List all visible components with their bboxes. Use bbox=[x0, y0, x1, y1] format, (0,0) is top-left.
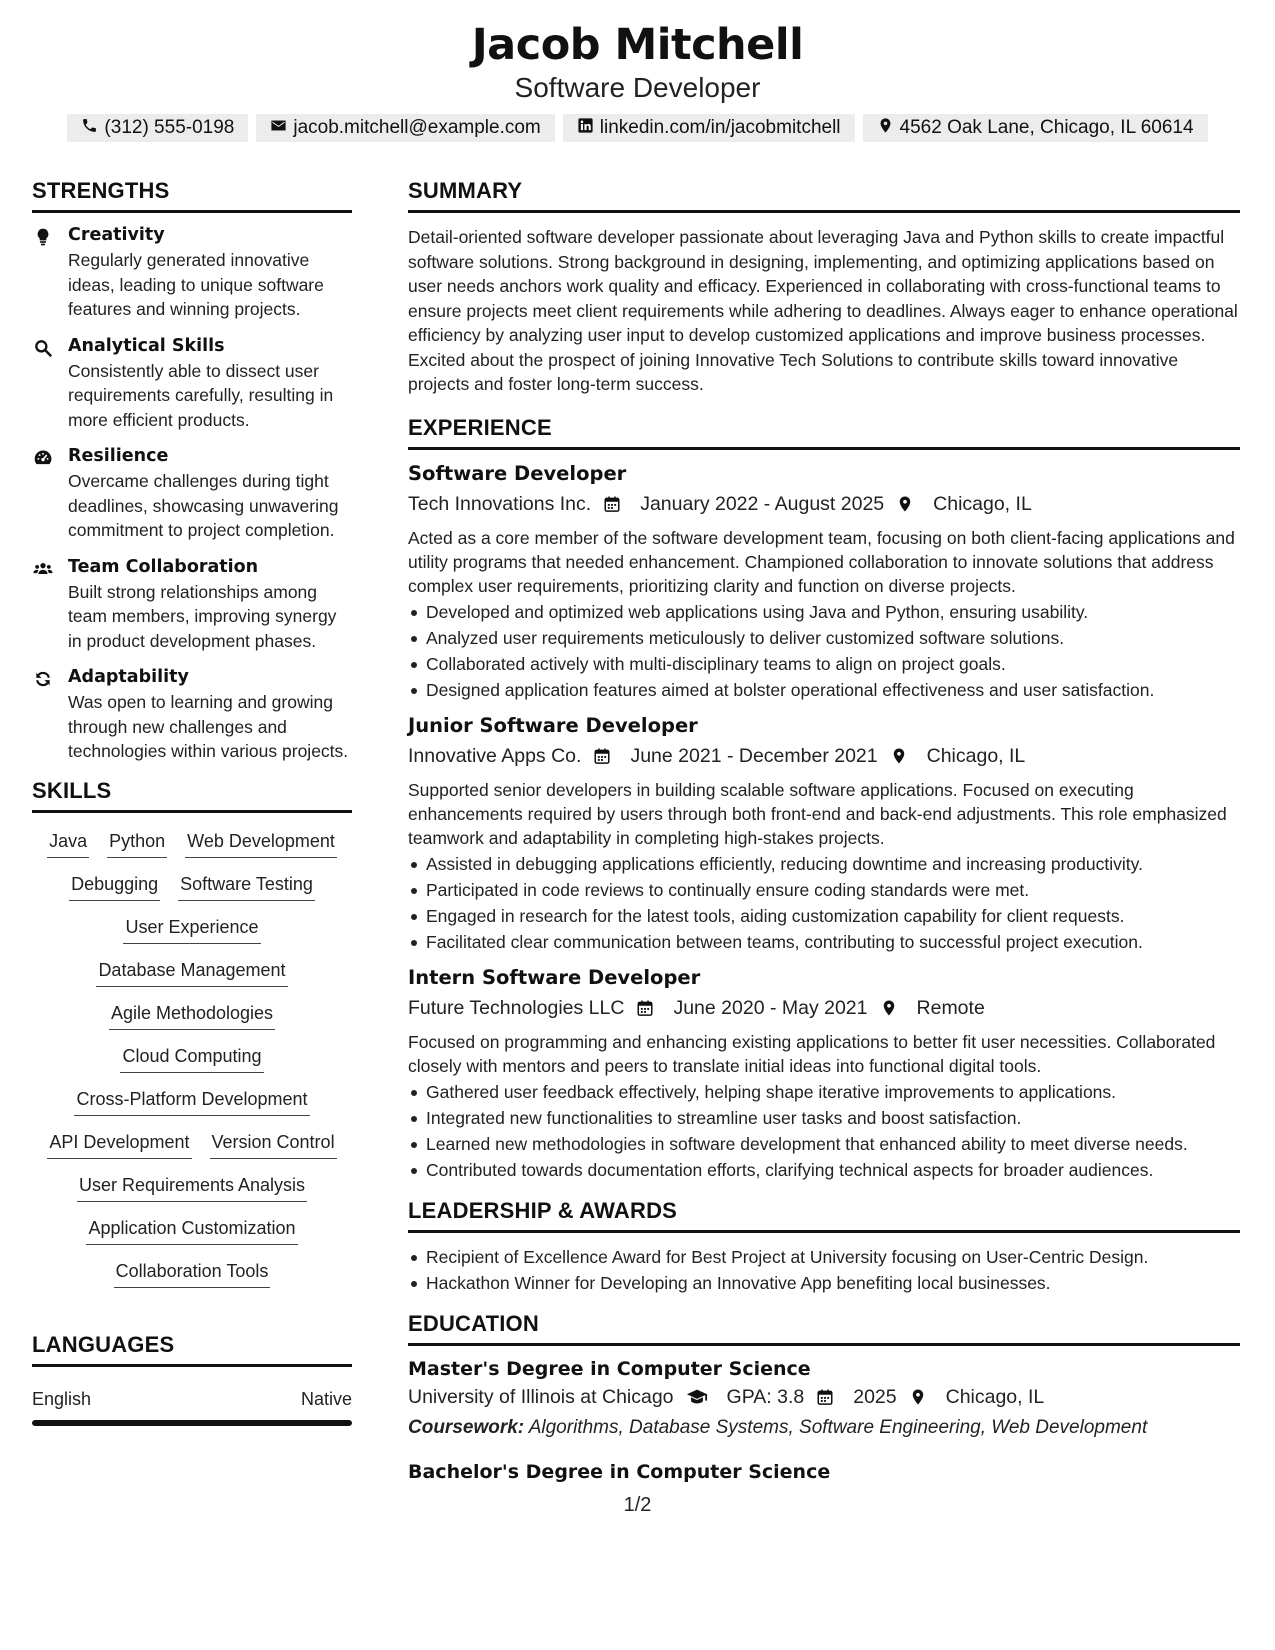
strength-item bbox=[32, 336, 352, 433]
job-location: Chicago, IL bbox=[926, 744, 1026, 767]
strength-title: Resilience bbox=[68, 446, 169, 466]
job-company: Innovative Apps Co. bbox=[408, 744, 582, 767]
language-level: Native bbox=[300, 1388, 352, 1409]
coursework-list: Algorithms, Database Systems, Software Engineering, Web Development bbox=[528, 1416, 1148, 1438]
job-title: Software Developer bbox=[408, 461, 627, 485]
job-entry bbox=[408, 714, 1240, 954]
awards-list bbox=[408, 1245, 1240, 1295]
skill-tag: Application Customization bbox=[86, 1218, 297, 1245]
strength-title: Creativity bbox=[68, 225, 165, 245]
contact-email[interactable] bbox=[256, 114, 554, 142]
degree-title: Bachelor's Degree in Computer Science bbox=[408, 1460, 831, 1483]
school-name: University of Illinois at Chicago bbox=[408, 1385, 674, 1408]
map-pin-icon bbox=[890, 747, 917, 765]
graduation-cap-icon bbox=[686, 1386, 717, 1408]
job-meta bbox=[408, 997, 1240, 1020]
job-dates: June 2021 - December 2021 bbox=[630, 744, 878, 767]
map-pin-icon bbox=[896, 495, 923, 513]
map-pin-icon bbox=[880, 999, 907, 1017]
skill-tag: Cloud Computing bbox=[120, 1046, 263, 1073]
contact-phone[interactable] bbox=[67, 114, 248, 142]
summary-text: Detail-oriented software developer passionate about leveraging Java and Python skills to create impactful software solutions. Strong background in designing, implementing, and optimizing applications based on user needs anchors work quality and efficacy. Experienced in collaborating with cross-functional teams to ensure projects meet client requirements while adhering to deadlines. Always eager to enhance operational efficiency by analyzing user input to develop customized applications and improve business processes. Excited about the prospect of joining Innovative Tech Solutions to contribute skills toward innovative projects and foster long-term success. bbox=[408, 227, 1238, 394]
list-item: Contributed towards documentation efforts, clarifying technical aspects for broader audiences. bbox=[408, 1158, 1240, 1182]
language-name: English bbox=[32, 1388, 92, 1409]
skill-tag: Database Management bbox=[96, 960, 287, 987]
language-row bbox=[32, 1389, 352, 1410]
magnifier-icon bbox=[32, 338, 54, 360]
job-location: Chicago, IL bbox=[933, 492, 1032, 515]
contact-email-text: jacob.mitchell@example.com bbox=[293, 117, 541, 138]
map-pin-icon bbox=[909, 1388, 936, 1406]
list-item: Hackathon Winner for Developing an Innovative App benefiting local businesses. bbox=[408, 1271, 1240, 1295]
lightbulb-icon bbox=[32, 227, 54, 249]
languages-heading: LANGUAGES bbox=[32, 1332, 352, 1367]
job-description: Supported senior developers in building scalable software applications. Focused on executing enhancements required by users through both front-end and back-end adjustments. This role emphasized teamwork and adaptability in completing high-stakes projects. bbox=[408, 779, 1227, 848]
linkedin-icon bbox=[577, 117, 594, 140]
contact-phone-text: (312) 555-0198 bbox=[104, 117, 235, 138]
skills-list bbox=[32, 825, 352, 1288]
job-meta bbox=[408, 745, 1240, 768]
users-icon bbox=[32, 559, 54, 581]
job-dates: January 2022 - August 2025 bbox=[640, 492, 885, 515]
education-heading: EDUCATION bbox=[408, 1311, 1240, 1346]
list-item: Recipient of Excellence Award for Best Project at University focusing on User-Centric Design. bbox=[408, 1245, 1240, 1269]
list-item: Analyzed user requirements meticulously to deliver customized software solutions. bbox=[408, 626, 1240, 650]
contact-address-text: 4562 Oak Lane, Chicago, IL 60614 bbox=[899, 117, 1194, 138]
skills-heading: SKILLS bbox=[32, 778, 352, 813]
strength-item bbox=[32, 446, 352, 543]
strength-item bbox=[32, 667, 352, 764]
skill-tag: Debugging bbox=[69, 874, 160, 901]
right-column bbox=[408, 178, 1240, 1489]
list-item: Engaged in research for the latest tools, aiding customization capability for client requests. bbox=[408, 904, 1240, 928]
list-item: Designed application features aimed at bolster operational effectiveness and user satisfaction. bbox=[408, 678, 1240, 702]
skill-tag: Agile Methodologies bbox=[109, 1003, 275, 1030]
strength-item bbox=[32, 225, 352, 322]
skill-tag: Collaboration Tools bbox=[114, 1261, 271, 1288]
list-item: Participated in code reviews to continually ensure coding standards were met. bbox=[408, 878, 1240, 902]
calendar-icon bbox=[816, 1388, 843, 1406]
degree-title: Master's Degree in Computer Science bbox=[408, 1357, 811, 1380]
skill-tag: Python bbox=[107, 831, 167, 858]
strength-item bbox=[32, 557, 352, 654]
job-entry bbox=[408, 462, 1240, 702]
list-item: Developed and optimized web applications using Java and Python, ensuring usability. bbox=[408, 600, 1240, 624]
coursework bbox=[408, 1417, 1240, 1439]
experience-heading: EXPERIENCE bbox=[408, 415, 1240, 450]
skill-tag: Version Control bbox=[210, 1132, 337, 1159]
job-description: Acted as a core member of the software development team, focusing on both client-facing applications and utility programs that needed enhancement. Championed collaboration to innovate solutions that address complex user requirements, prioritizing clarity and function on diverse projects. bbox=[408, 527, 1235, 596]
sync-icon bbox=[32, 669, 54, 691]
strength-title: Analytical Skills bbox=[68, 335, 225, 356]
candidate-name: Jacob Mitchell bbox=[471, 20, 804, 70]
page-number: 1/2 bbox=[623, 1494, 652, 1516]
language-proficiency-bar bbox=[32, 1420, 352, 1426]
envelope-icon bbox=[270, 117, 287, 140]
strength-title: Team Collaboration bbox=[68, 556, 259, 577]
left-column bbox=[32, 178, 352, 1426]
education-meta bbox=[408, 1386, 1240, 1409]
list-item: Learned new methodologies in software development that enhanced ability to meet diverse needs. bbox=[408, 1132, 1240, 1156]
contact-address bbox=[863, 114, 1208, 142]
contact-linkedin[interactable] bbox=[563, 114, 855, 142]
job-description: Focused on programming and enhancing existing applications to better fit user necessities. Collaborated closely with mentors and peers to translate initial ideas into functional digital tools. bbox=[408, 1031, 1216, 1076]
strength-desc: Consistently able to dissect user requirements carefully, resulting in more efficient products. bbox=[68, 360, 334, 430]
list-item: Gathered user feedback effectively, helping shape iterative improvements to applications. bbox=[408, 1080, 1240, 1104]
list-item: Facilitated clear communication between teams, contributing to successful project execution. bbox=[408, 930, 1240, 954]
calendar-icon bbox=[603, 495, 630, 513]
phone-icon bbox=[81, 117, 98, 140]
job-dates: June 2020 - May 2021 bbox=[673, 996, 868, 1019]
strength-desc: Regularly generated innovative ideas, leading to unique software features and winning projects. bbox=[68, 250, 324, 319]
strength-desc: Was open to learning and growing through new challenges and technologies within various projects. bbox=[68, 692, 349, 761]
job-bullets bbox=[408, 1080, 1240, 1182]
contact-bar bbox=[0, 114, 1275, 142]
education-gpa: GPA: 3.8 bbox=[726, 1385, 805, 1408]
skill-tag: Software Testing bbox=[178, 874, 315, 901]
list-item: Assisted in debugging applications efficiently, reducing downtime and increasing productivity. bbox=[408, 852, 1240, 876]
list-item: Collaborated actively with multi-disciplinary teams to align on project goals. bbox=[408, 652, 1240, 676]
coursework-label: Coursework: bbox=[408, 1416, 525, 1438]
job-bullets bbox=[408, 600, 1240, 702]
education-year: 2025 bbox=[853, 1385, 897, 1408]
contact-linkedin-text: linkedin.com/in/jacobmitchell bbox=[599, 117, 841, 138]
gauge-icon bbox=[32, 448, 54, 470]
job-company: Tech Innovations Inc. bbox=[408, 492, 592, 515]
education-location: Chicago, IL bbox=[945, 1385, 1045, 1408]
map-pin-icon bbox=[877, 117, 894, 140]
job-title: Intern Software Developer bbox=[408, 965, 701, 989]
strength-desc: Overcame challenges during tight deadlines, showcasing unwavering commitment to project completion. bbox=[68, 471, 339, 540]
skill-tag: API Development bbox=[47, 1132, 191, 1159]
skill-tag: Cross-Platform Development bbox=[74, 1089, 309, 1116]
candidate-title: Software Developer bbox=[514, 72, 761, 103]
skill-tag: Web Development bbox=[185, 831, 337, 858]
job-meta bbox=[408, 493, 1240, 516]
calendar-icon bbox=[636, 999, 663, 1017]
strength-desc: Built strong relationships among team members, improving synergy in product development phases. bbox=[68, 581, 337, 651]
job-company: Future Technologies LLC bbox=[408, 996, 625, 1019]
strength-title: Adaptability bbox=[68, 667, 189, 687]
skill-tag: Java bbox=[47, 831, 89, 858]
job-location: Remote bbox=[916, 996, 985, 1019]
skill-tag: User Experience bbox=[123, 917, 260, 944]
job-entry bbox=[408, 966, 1240, 1182]
summary-heading: SUMMARY bbox=[408, 178, 1240, 213]
strengths-heading: STRENGTHS bbox=[32, 178, 352, 213]
job-bullets bbox=[408, 852, 1240, 954]
list-item: Integrated new functionalities to streamline user tasks and boost satisfaction. bbox=[408, 1106, 1240, 1130]
calendar-icon bbox=[593, 747, 620, 765]
job-title: Junior Software Developer bbox=[408, 713, 698, 737]
skill-tag: User Requirements Analysis bbox=[77, 1175, 307, 1202]
awards-heading: LEADERSHIP & AWARDS bbox=[408, 1198, 1240, 1233]
